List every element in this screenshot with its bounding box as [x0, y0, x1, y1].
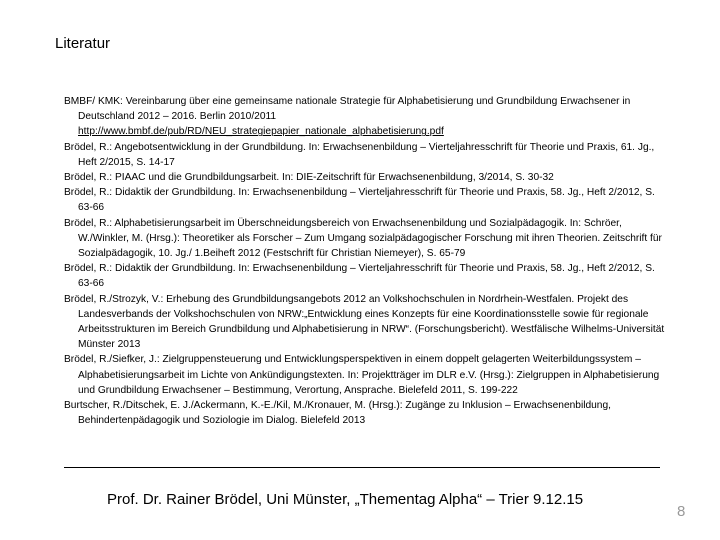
reference-item: Brödel, R.: Alphabetisierungsarbeit im Überschneidungsbereich von Erwachsenenbildung und Sozialpädagogik. In: Schröer, W./Winkler, M. (Hrsg.): Theoretiker als Forscher – Zum Umgang sozialpädagogischer Forschung mit ihren Theorien. Zeitschrift für Sozialpädagogik, 10. Jg./ 1.Beiheft 2012 (Festschrift für Christian Niemeyer), S. 65-79	[64, 217, 662, 260]
reference-text: BMBF/ KMK: Vereinbarung über eine gemeinsame nationale Strategie für Alphabetisierung und Grundbildung Erwachsener in Deutschland 2012 – 2016. Berlin 2010/2011	[64, 96, 631, 123]
reference-link[interactable]: http://www.bmbf.de/pub/RD/NEU_strategiepapier_nationale_alphabetisierung.pdf	[78, 126, 444, 138]
reference-item: Brödel, R.: PIAAC und die Grundbildungsarbeit. In: DIE-Zeitschrift für Erwachsenenbildung, 3/2014, S. 30-32	[64, 172, 554, 184]
reference-item: Brödel, R.: Angebotsentwicklung in der Grundbildung. In: Erwachsenenbildung – Vierteljahresschrift für Theorie und Praxis, 61. Jg., Heft 2/2015, S. 14-17	[64, 141, 655, 168]
reference-item: Brödel, R./Siefker, J.: Zielgruppensteuerung und Entwicklungsperspektiven in einem doppelt gelagerten Weiterbildungssystem – Alphabetisierungsarbeit im Lichte von Ankündigungstexten. In: Projektträger im DLR e.V. (Hrsg.): Zielgruppen in Alphabetisierung und Grundbildung Erwachsener – Bestimmung, Verortung, Ansprache. Bielefeld 2011, S. 199-222	[64, 354, 660, 396]
slide-footer: Prof. Dr. Rainer Brödel, Uni Münster, „Thementag Alpha“ – Trier 9.12.15	[107, 491, 584, 508]
reference-item: Brödel, R.: Didaktik der Grundbildung. In: Erwachsenenbildung – Vierteljahresschrift für Theorie und Praxis, 58. Jg., Heft 2/2012, S. 63-66	[64, 187, 655, 214]
reference-list	[64, 94, 666, 428]
reference-item: Brödel, R.: Didaktik der Grundbildung. In: Erwachsenenbildung – Vierteljahresschrift für Theorie und Praxis, 58. Jg., Heft 2/2012, S. 63-66	[64, 263, 655, 290]
reference-item: Brödel, R./Strozyk, V.: Erhebung des Grundbildungsangebots 2012 an Volkshochschulen in Nordrhein-Westfalen. Projekt des Landesverbands der Volkshochschulen von NRW:„Entwicklung eines Konzepts für eine Koordinationsstelle sowie für regionale Arbeitsstrukturen im Bereich Grundbildung und Alphabetisierung in NRW“. (Forschungsbericht). Westfälische Wilhelms-Universität Münster 2013	[64, 293, 665, 351]
page-number: 8	[677, 503, 686, 520]
reference-item	[64, 94, 666, 140]
footer-divider	[64, 467, 660, 468]
reference-item: Burtscher, R./Ditschek, E. J./Ackermann, K.-E./Kil, M./Kronauer, M. (Hrsg.): Zugänge zu Inklusion – Erwachsenenbildung, Behindertenpädagogik und Soziologie im Dialog. Bielefeld 2013	[64, 400, 611, 427]
slide-title: Literatur	[55, 35, 111, 52]
